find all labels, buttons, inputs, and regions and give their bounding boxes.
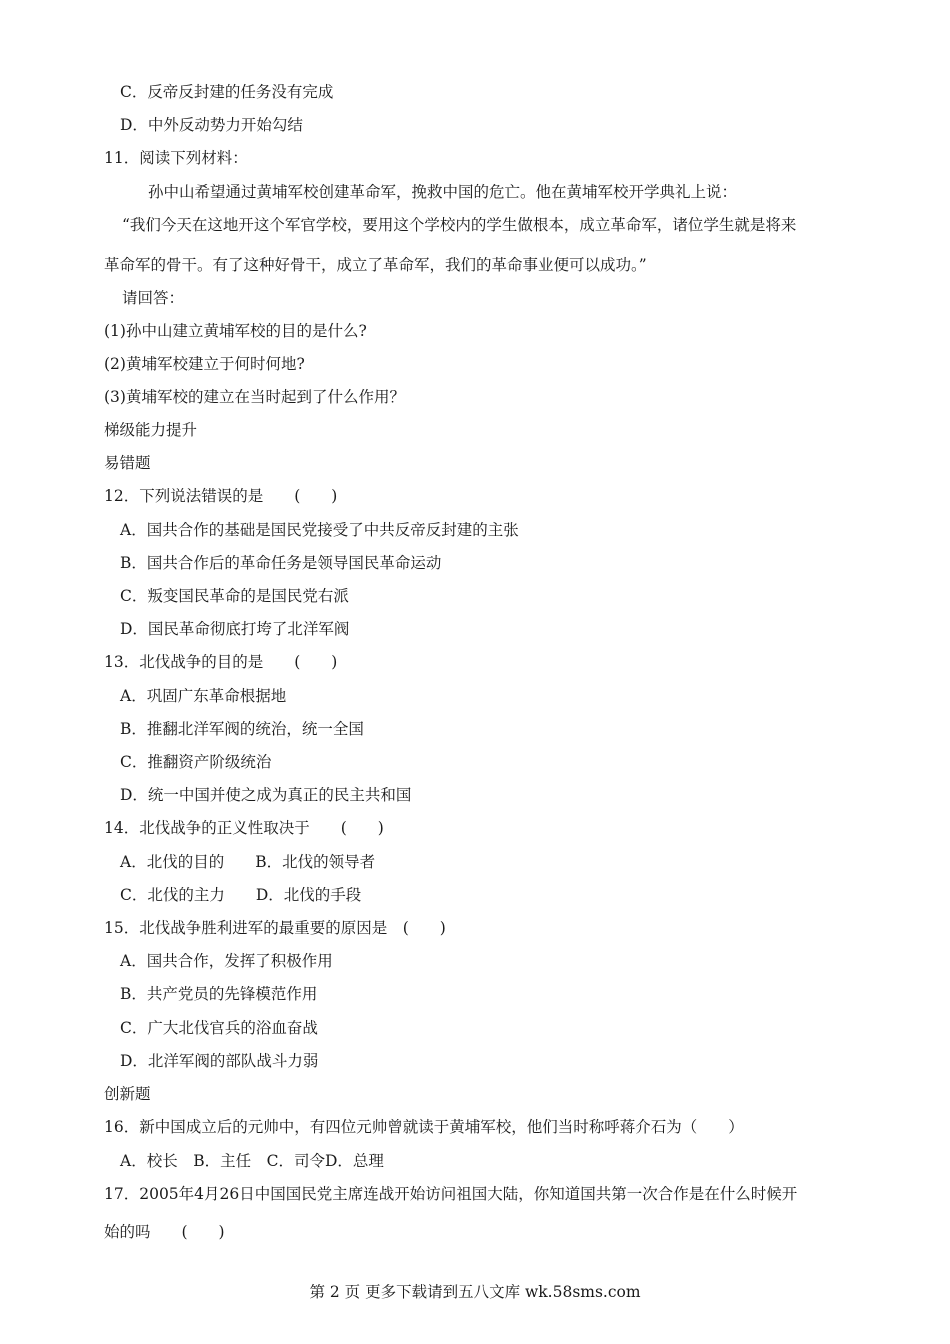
question-17-line-1: 17．2005年4月26日中国国民党主席连战开始访问祖国大陆，你知道国共第一次合作是在什么时候开 (104, 1185, 798, 1203)
material-paragraph: 孙中山希望通过黄埔军校创建革命军，挽救中国的危亡。他在黄埔军校开学典礼上说： (148, 183, 738, 201)
question-13: 13．北伐战争的目的是 ( ) (104, 653, 338, 671)
option-c: C．叛变国民革命的是国民党右派 (120, 587, 349, 605)
option-d: D．中外反动势力开始勾结 (120, 116, 303, 134)
question-17-line-2: 始的吗 ( ) (104, 1223, 225, 1241)
option-c: C．推翻资产阶级统治 (120, 753, 272, 771)
sub-question-3: (3)黄埔军校的建立在当时起到了什么作用？ (104, 388, 405, 406)
material-quote-line-2: 革命军的骨干。有了这种好骨干，成立了革命军，我们的革命事业便可以成功。” (104, 256, 647, 274)
option-c: C．反帝反封建的任务没有完成 (120, 83, 334, 101)
page-footer: 第 2 页 更多下载请到五八文库 wk.58sms.com (309, 1283, 641, 1301)
option-a: A．国共合作，发挥了积极作用 (120, 952, 333, 970)
option-a: A．巩固广东革命根据地 (120, 687, 287, 705)
question-15: 15．北伐战争胜利进军的最重要的原因是 ( ) (104, 919, 446, 937)
answer-prompt: 请回答： (122, 289, 185, 307)
option-d: D．国民革命彻底打垮了北洋军阀 (120, 620, 350, 638)
subsection-heading: 创新题 (104, 1085, 151, 1103)
options-c-d: C．北伐的主力 D．北伐的手段 (120, 886, 362, 904)
option-d: D．北洋军阀的部队战斗力弱 (120, 1052, 319, 1070)
question-12: 12．下列说法错误的是 ( ) (104, 487, 338, 505)
options-a-d: A．校长 B．主任 C．司令D．总理 (120, 1152, 384, 1170)
sub-question-2: (2)黄埔军校建立于何时何地? (104, 355, 305, 373)
section-heading: 梯级能力提升 (104, 421, 198, 439)
option-a: A．国共合作的基础是国民党接受了中共反帝反封建的主张 (120, 521, 519, 539)
material-quote-line-1: “我们今天在这地开这个军官学校，要用这个学校内的学生做根本，成立革命军，诸位学生就是将来 (122, 216, 797, 234)
option-b: B．国共合作后的革命任务是领导国民革命运动 (120, 554, 442, 572)
question-14: 14．北伐战争的正义性取决于 ( ) (104, 819, 384, 837)
subsection-heading: 易错题 (104, 454, 151, 472)
option-c: C．广大北伐官兵的浴血奋战 (120, 1019, 318, 1037)
option-d: D．统一中国并使之成为真正的民主共和国 (120, 786, 412, 804)
question-11: 11．阅读下列材料： (104, 149, 248, 167)
option-b: B．共产党员的先锋模范作用 (120, 985, 318, 1003)
option-b: B．推翻北洋军阀的统治，统一全国 (120, 720, 364, 738)
options-a-b: A．北伐的目的 B．北伐的领导者 (120, 853, 376, 871)
sub-question-1: (1)孙中山建立黄埔军校的目的是什么? (104, 322, 367, 340)
question-16: 16．新中国成立后的元帅中，有四位元帅曾就读于黄埔军校，他们当时称呼蒋介石为（ ） (104, 1118, 744, 1136)
